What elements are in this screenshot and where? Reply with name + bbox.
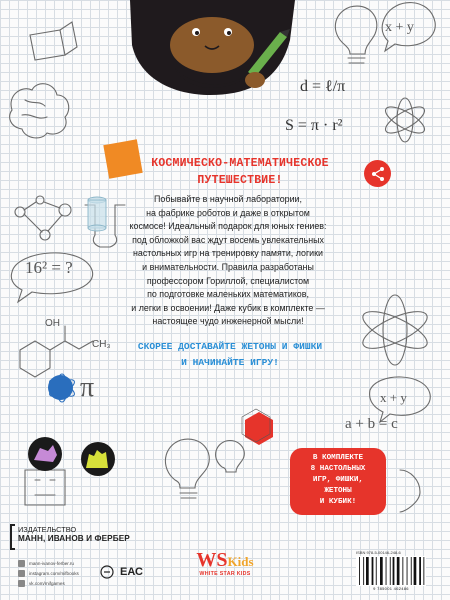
barcode-bar [402,557,403,585]
barcode-bar [419,557,421,585]
formula-area: S = π · r² [285,117,343,134]
publisher-block [18,525,130,543]
call-to-action [135,339,325,371]
contents-badge [290,448,386,515]
barcode-bar [372,557,374,585]
blue-cylinder [88,197,106,231]
description-line: по подготовке маленьких математиков, [147,289,309,300]
headline-line-1: КОСМИЧЕСКО-МАТЕМАТИЧЕСКОЕ [151,157,329,170]
publisher-bracket [10,524,15,550]
publisher-link-vk[interactable] [18,580,65,587]
vk-icon [18,580,25,587]
barcode-bar [366,557,369,585]
benzene-ring [20,341,50,377]
barcode-bar [407,557,408,585]
barcode-bar [390,557,391,585]
badge-line: ЖЕТОНЫ [324,487,352,495]
badge-line: И КУБИК! [319,498,357,506]
headline-line-2: ПУТЕШЕСТВИЕ! [197,174,283,187]
formula-x-plus-y-bottom: x + y [380,390,407,405]
atom-icon [48,375,73,400]
description-line: настольных игр на тренировку памяти, логики [133,248,323,259]
description-line: под обложкой вас ждут восемь увлекательных [132,234,324,245]
lightbulb-icon [335,6,377,54]
badge-line: 8 НАСТОЛЬНЫХ [310,465,366,473]
barcode-bar [386,557,387,585]
publisher-label: ИЗДАТЕЛЬСТВО [18,525,77,534]
publisher-link-instagram[interactable] [18,570,79,577]
age-rating-icon [100,565,114,579]
globe-icon [18,560,25,567]
green-chips-token [81,442,115,476]
description-line: и внимательности. Правила разработаны [142,261,314,272]
barcode-bar [363,557,364,585]
barcode-bar [393,557,395,585]
brain-icon [10,84,69,138]
purple-crystal-token [28,437,62,471]
instagram-icon [18,570,25,577]
lightbulb-icon-2 [165,439,209,488]
formula-diameter: d = ℓ/π [300,78,346,95]
description-line: и легки в освоении! Даже кубик в комплекте — [131,302,325,313]
link-text: mann-ivanov-ferber.ru [29,561,74,566]
barcode-bar [411,557,412,585]
cta-line-2: И НАЧИНАЙТЕ ИГРУ! [181,357,279,368]
cta-line-1: СКОРЕЕ ДОСТАВАЙТЕ ЖЕТОНЫ И ФИШКИ [137,341,323,352]
publisher-name: МАНН, ИВАНОВ И ФЕРБЕР [18,534,130,543]
red-hexagon [242,409,273,445]
eac-mark: ЕАС [120,566,143,578]
description-line: на фабрике роботов и даже в открытом [146,207,310,218]
publisher-link-site[interactable] [18,560,74,567]
barcode-bar [359,557,360,585]
logo-ws: WS [196,549,228,571]
gorilla-illustration [130,0,295,95]
description [122,193,334,329]
label-ch3: CH₃ [92,339,111,350]
formula-abc: a + b = c [345,416,398,432]
formula-x-plus-y-top: x + y [385,20,414,35]
barcode-bar [397,557,400,585]
badge-line: ИГР, ФИШКИ, [312,476,364,484]
barcode-number: 9 785001 462486 [373,586,409,591]
description-line: настоящее чудо инженерной мысли! [152,316,304,327]
description-line: Побывайте в научной лаборатории, [154,194,302,204]
barcode-bar [414,557,417,585]
barcode [356,556,426,586]
description-line: космосе! Идеальный подарок для юных гениев: [129,221,327,232]
sketch-box [30,30,65,60]
link-text: vk.com/mifgames [29,581,65,586]
link-text: instagram.com/mifbooks [29,571,79,576]
share-molecule-icon [364,160,391,187]
formula-sixteen: 16² = ? [25,258,73,277]
description-line: профессором Гориллой, специалистом [146,275,310,286]
orange-square [103,139,142,178]
barcode-bar [376,557,377,585]
logo-kids: Kids [227,554,254,569]
isbn-label: ISBN 978-5-00146-248-6 [356,550,401,555]
formula-pi: π [80,372,95,403]
logo-sub: WHITE STAR KIDS [199,571,251,577]
white-star-kids-logo [186,551,264,577]
badge-line: В КОМПЛЕКТЕ [312,454,364,462]
label-oh: OH [45,318,60,329]
barcode-bar [423,557,424,585]
headline [150,155,330,189]
barcode-bar [380,557,383,585]
